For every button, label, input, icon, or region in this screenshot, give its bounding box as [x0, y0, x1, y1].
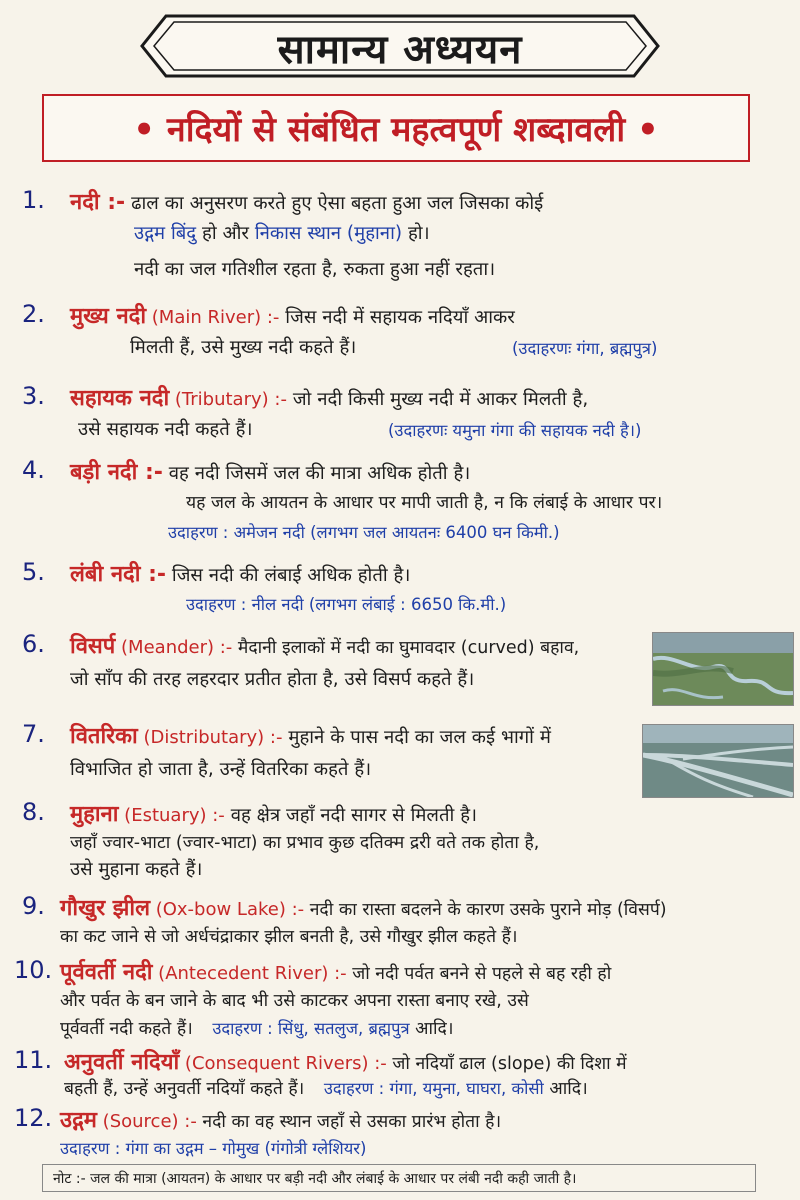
item-number: 2. — [22, 300, 45, 328]
item-term-en: (Meander) :- — [115, 637, 233, 658]
item-term: लंबी नदी :- — [70, 562, 167, 587]
item-line: नदी का जल गतिशील रहता है, रुकता हुआ नहीं रहता। — [134, 259, 496, 280]
item-example: (उदाहरणः यमुना गंगा की सहायक नदी है।) — [388, 421, 642, 440]
item-term-en: (Distributary) :- — [137, 727, 283, 748]
item-term: नदी :- — [70, 190, 126, 215]
item-term: मुख्य नदी — [70, 304, 147, 329]
item-line: मैदानी इलाकों में नदी का घुमावदार (curved) बहाव, — [232, 638, 580, 658]
title-banner — [140, 14, 660, 78]
item-line: जो नदी पर्वत बनने से पहले से बह रही हो — [346, 964, 612, 984]
item-line: जो नदियाँ ढाल (slope) की दिशा में — [386, 1054, 627, 1074]
item-line: पूर्ववर्ती नदी कहते हैं। — [60, 1019, 193, 1039]
item-number: 1. — [22, 186, 45, 214]
item-term-en: (Antecedent River) :- — [152, 963, 347, 984]
item-line: मुहाने के पास नदी का जल कई भागों में — [282, 727, 551, 748]
item-line: जिस नदी में सहायक नदियाँ आकर — [279, 307, 515, 328]
note-text: नोट :- जल की मात्रा (आयतन) के आधार पर बड़ी नदी और लंबाई के आधार पर लंबी नदी कही जाती है। — [53, 1170, 577, 1187]
item-number: 12. — [14, 1104, 53, 1132]
item-term: बड़ी नदी :- — [70, 460, 163, 485]
item-highlight: निकास स्थान (मुहाना) — [254, 223, 403, 244]
item-example-tail: आदि। — [543, 1079, 588, 1099]
meander-image — [652, 632, 794, 706]
item-number: 7. — [22, 720, 45, 748]
item-term-en: (Ox-bow Lake) :- — [149, 899, 305, 920]
item-example: (उदाहरणः गंगा, ब्रह्मपुत्र) — [512, 339, 658, 358]
item-number: 6. — [22, 630, 45, 658]
item-line: हो और — [196, 223, 255, 244]
item-example-tail: आदि। — [409, 1019, 454, 1039]
item-line: उसे सहायक नदी कहते हैं। — [78, 419, 253, 440]
item-example: उदाहरण : नील नदी (लगभग लंबाई : 6650 कि.मी.) — [186, 595, 507, 614]
item-highlight: उद्गम बिंदु — [134, 223, 197, 244]
item-line: यह जल के आयतन के आधार पर मापी जाती है, न कि लंबाई के आधार पर। — [186, 493, 663, 513]
item-term: मुहाना — [70, 802, 119, 827]
item-term: वितरिका — [70, 724, 138, 749]
item-number: 3. — [22, 382, 45, 410]
subtitle: • नदियों से संबंधित महत्वपूर्ण शब्दावली • — [133, 110, 659, 150]
item-number: 9. — [22, 892, 45, 920]
page-title: सामान्य अध्ययन — [277, 27, 523, 73]
item-line: का कट जाने से जो अर्धचंद्राकार झील बनती है, उसे गौखुर झील कहते हैं। — [60, 927, 518, 947]
item-line: विभाजित हो जाता है, उन्हें वितरिका कहते हैं। — [70, 759, 372, 780]
item-line: नदी का रास्ता बदलने के कारण उसके पुराने मोड़ (विसर्प) — [304, 900, 667, 920]
item-term: विसर्प — [70, 634, 116, 659]
item-number: 10. — [14, 956, 53, 984]
item-term-en: (Consequent Rivers) :- — [179, 1053, 387, 1074]
item-term: पूर्ववर्ती नदी — [60, 960, 153, 985]
subtitle-box — [42, 94, 750, 162]
item-line: जिस नदी की लंबाई अधिक होती है। — [166, 565, 411, 586]
item-line: और पर्वत के बन जाने के बाद भी उसे काटकर अपना रास्ता बनाए रखे, उसे — [60, 991, 529, 1011]
item-term: उद्गम — [60, 1108, 97, 1133]
item-line: जो नदी किसी मुख्य नदी में आकर मिलती है, — [286, 389, 589, 410]
item-term-en: (Estuary) :- — [118, 805, 225, 826]
item-line: जो साँप की तरह लहरदार प्रतीत होता है, उसे विसर्प कहते हैं। — [70, 669, 475, 690]
item-example: उदाहरण : गंगा का उद्गम – गोमुख (गंगोत्री ग्लेशियर) — [60, 1139, 367, 1158]
item-number: 5. — [22, 558, 45, 586]
item-term-en: (Source) :- — [96, 1111, 197, 1132]
item-term-en: (Main River) :- — [146, 307, 280, 328]
item-line: ढाल का अनुसरण करते हुए ऐसा बहता हुआ जल जिसका कोई — [131, 193, 544, 214]
item-line: वह क्षेत्र जहाँ नदी सागर से मिलती है। — [224, 805, 478, 826]
item-line: जहाँ ज्वार-भाटा (ज्वार-भाटा) का प्रभाव कुछ दतिक्म द्ररी वते तक होता है, — [70, 833, 540, 853]
item-term-en: (Tributary) :- — [169, 389, 287, 410]
item-line: वह नदी जिसमें जल की मात्रा अधिक होती है। — [162, 463, 471, 484]
item-line: उसे मुहाना कहते हैं। — [70, 859, 203, 880]
note-box — [42, 1164, 756, 1192]
item-term: अनुवर्ती नदियाँ — [64, 1050, 180, 1075]
item-number: 8. — [22, 798, 45, 826]
item-term: गौखुर झील — [60, 896, 150, 921]
item-example: उदाहरण : अमेजन नदी (लगभग जल आयतनः 6400 घन किमी.) — [168, 523, 560, 542]
item-line: बहती हैं, उन्हें अनुवर्ती नदियाँ कहते हैं। — [64, 1079, 305, 1099]
item-term: सहायक नदी — [70, 386, 170, 411]
item-line: हो। — [402, 223, 430, 244]
distributary-image — [642, 724, 794, 798]
item-number: 11. — [14, 1046, 53, 1074]
item-number: 4. — [22, 456, 45, 484]
item-line: नदी का वह स्थान जहाँ से उसका प्रारंभ होता है। — [196, 1112, 502, 1132]
item-example: उदाहरण : गंगा, यमुना, घाघरा, कोसी — [323, 1079, 544, 1098]
item-example: उदाहरण : सिंधु, सतलुज, ब्रह्मपुत्र — [212, 1019, 410, 1038]
item-line: मिलती हैं, उसे मुख्य नदी कहते हैं। — [130, 337, 357, 358]
